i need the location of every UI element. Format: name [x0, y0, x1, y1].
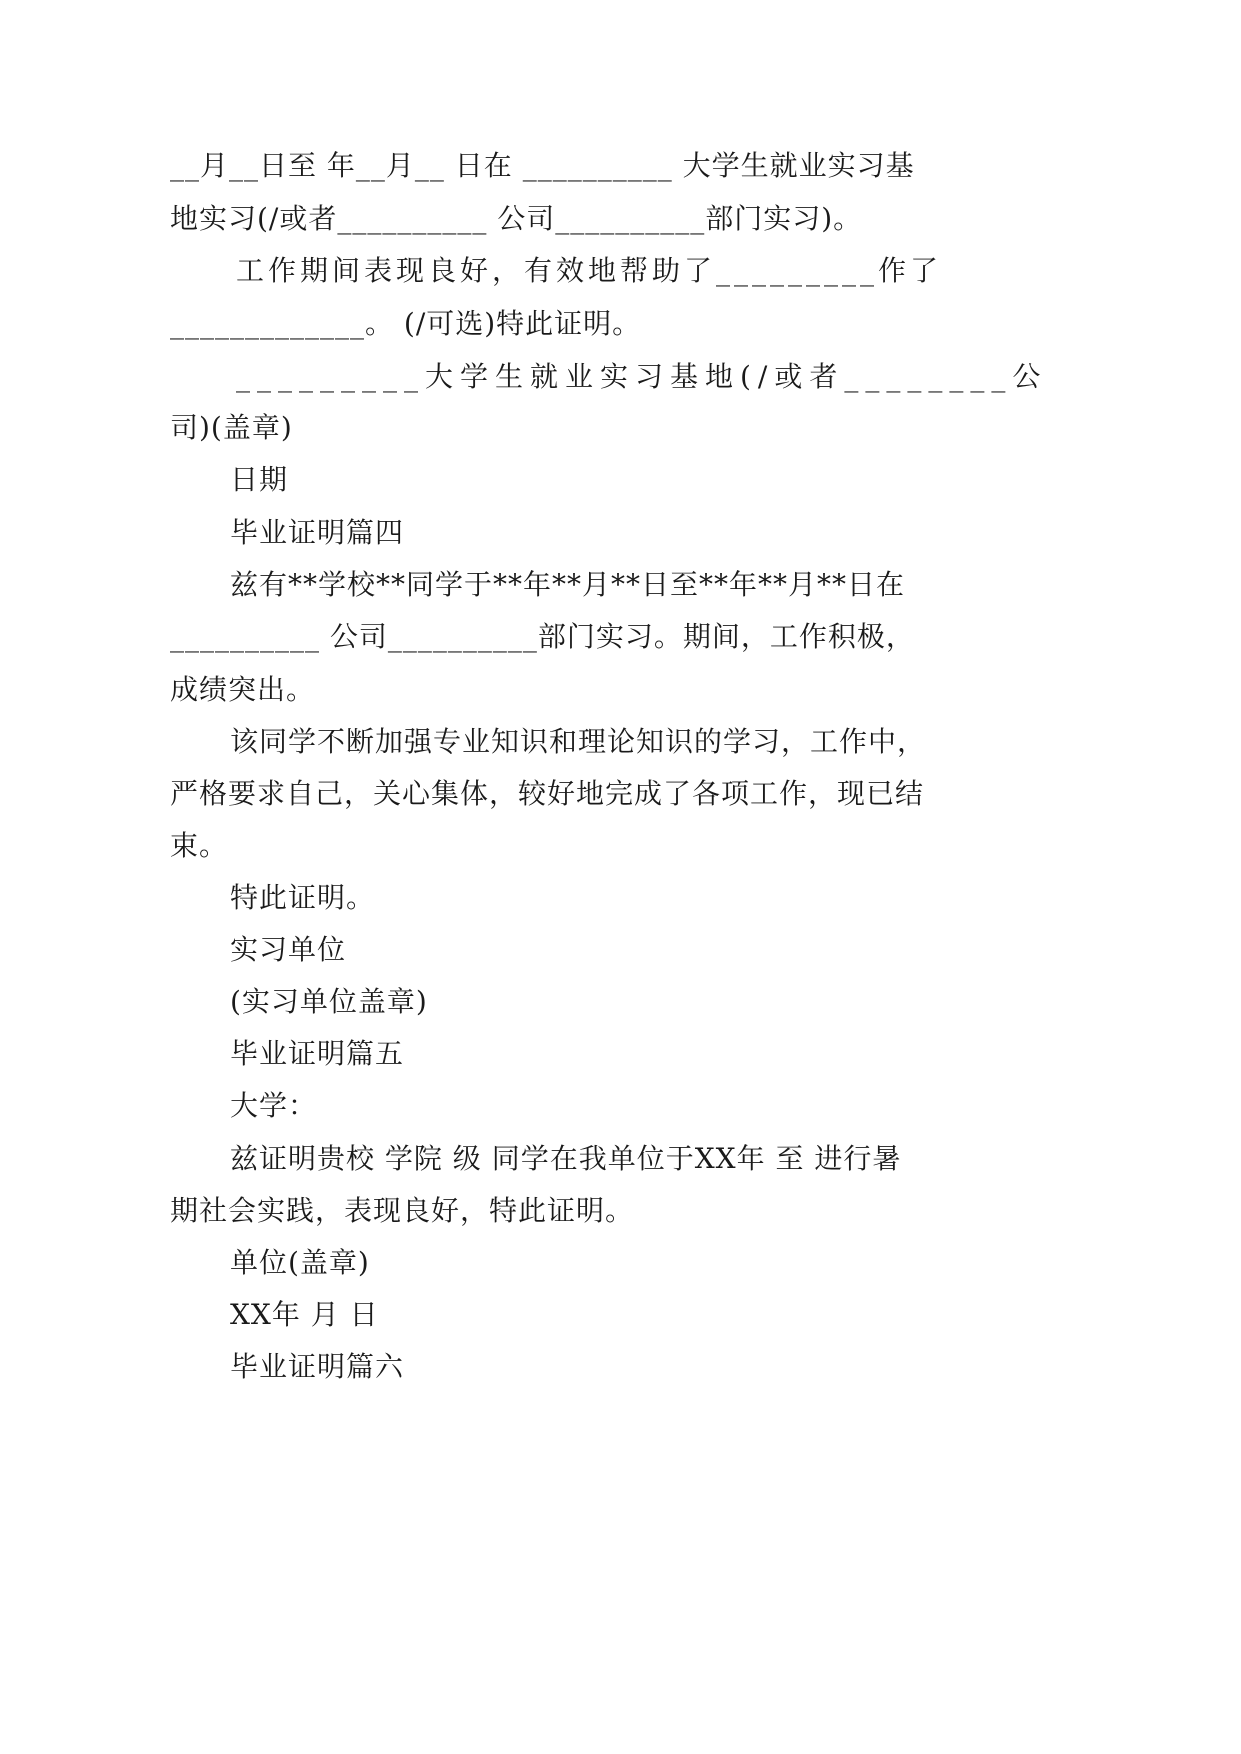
doc-line-16: 实习单位 — [230, 933, 347, 966]
doc-line-1: __月__日至 年__月__ 日在 __________ 大学生就业实习基 — [170, 149, 915, 182]
doc-line-10: __________ 公司__________部门实习。期间，工作积极， — [170, 620, 915, 653]
section-heading-5: 毕业证明篇五 — [230, 1037, 405, 1070]
doc-line-11: 成绩突出。 — [170, 673, 316, 706]
doc-line-12: 该同学不断加强专业知识和理论知识的学习，工作中， — [230, 725, 927, 758]
doc-line-13: 严格要求自己，关心集体，较好地完成了各项工作，现已结 — [170, 777, 925, 810]
doc-line-21: 期社会实践，表现良好，特此证明。 — [170, 1194, 635, 1227]
doc-line-19: 大学： — [230, 1089, 318, 1122]
doc-line-7: 日期 — [230, 463, 289, 496]
doc-line-17: (实习单位盖章) — [230, 985, 428, 1018]
doc-line-2: 地实习(/或者__________ 公司__________部门实习)。 — [170, 202, 863, 235]
doc-line-3: 工作期间表现良好，有效地帮助了_________作了 — [236, 254, 943, 287]
doc-line-4: _____________。 (/可选)特此证明。 — [170, 307, 642, 340]
doc-line-15: 特此证明。 — [230, 881, 376, 914]
doc-line-20: 兹证明贵校 学院 级 同学在我单位于XX年 至 进行暑 — [230, 1142, 902, 1175]
doc-line-23: XX年 月 日 — [230, 1298, 379, 1331]
section-heading-6: 毕业证明篇六 — [230, 1350, 405, 1383]
doc-line-6: 司)(盖章) — [170, 411, 293, 444]
section-heading-4: 毕业证明篇四 — [230, 516, 405, 549]
doc-line-22: 单位(盖章) — [230, 1246, 370, 1279]
doc-line-9: 兹有**学校**同学于**年**月**日至**年**月**日在 — [230, 568, 906, 601]
doc-line-5: _________大学生就业实习基地(/或者________公 — [236, 360, 1048, 393]
doc-line-14: 束。 — [170, 829, 229, 862]
